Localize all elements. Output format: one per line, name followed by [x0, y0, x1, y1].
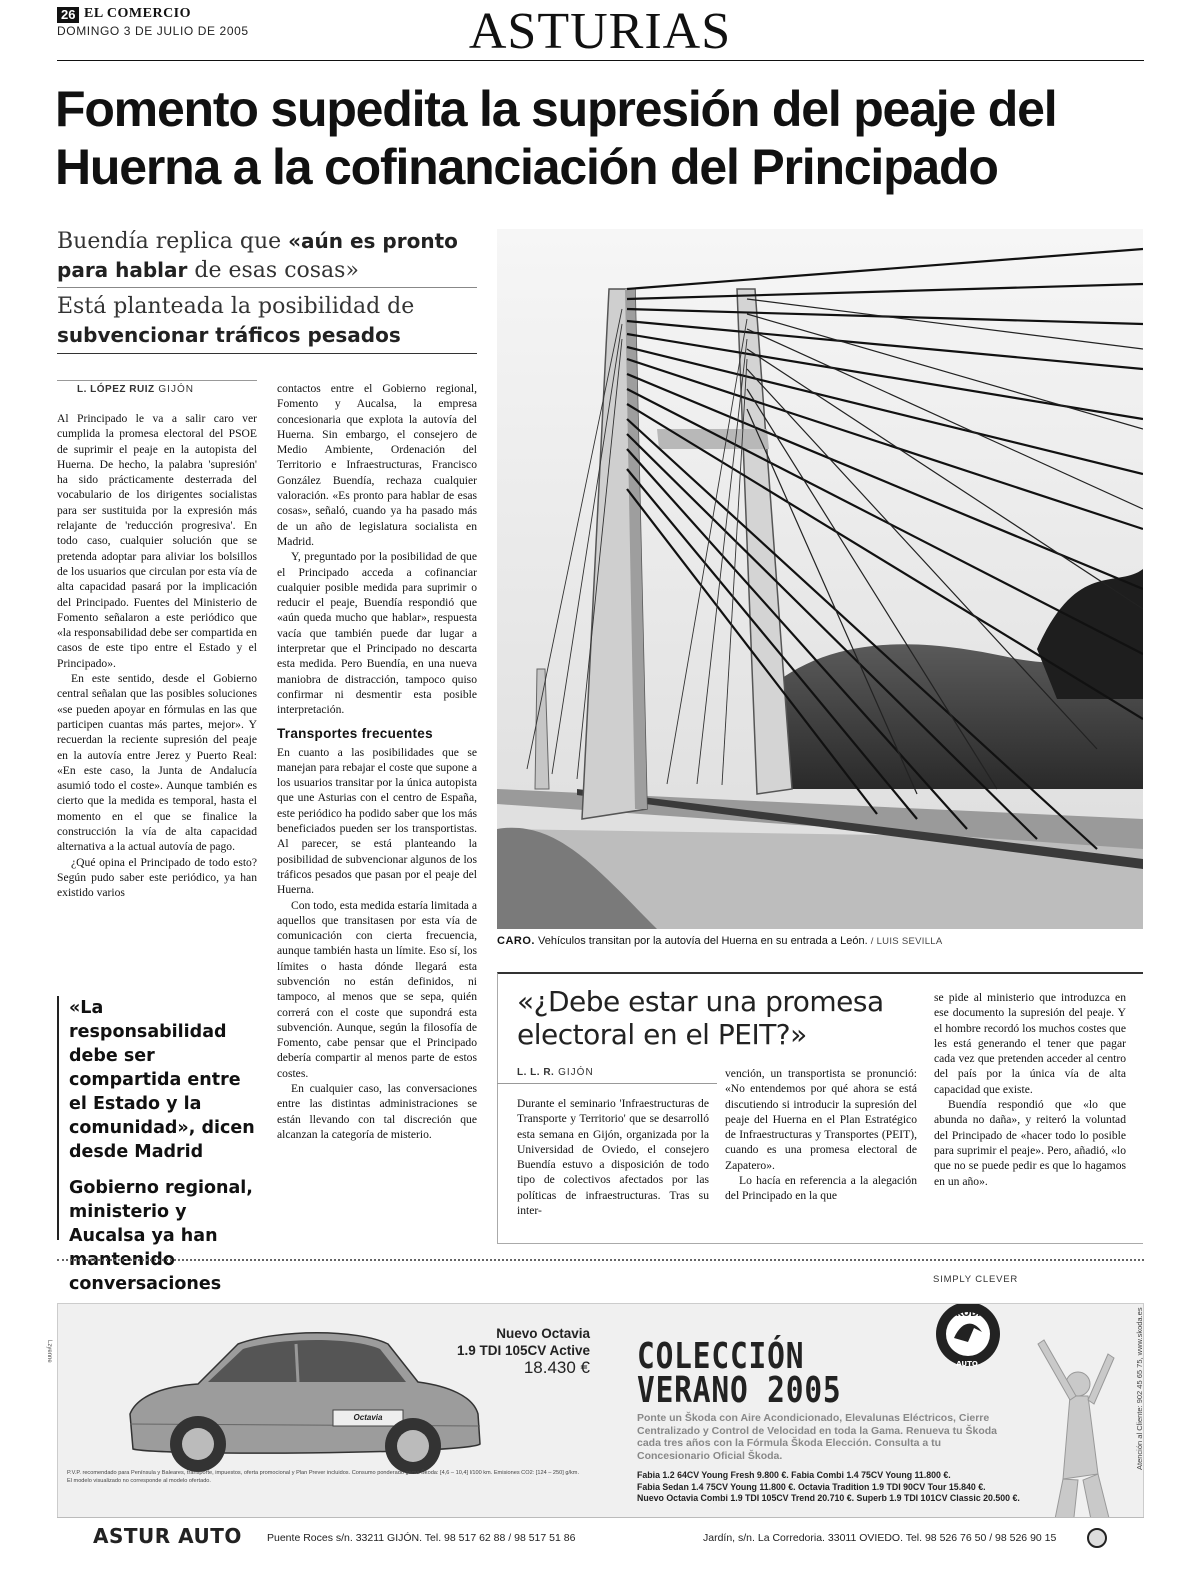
- skoda-brand-sub: AUTO: [956, 1360, 978, 1368]
- bridge-photo: [497, 229, 1143, 929]
- pull-quote-box: [57, 996, 257, 1294]
- pull-quote: «La responsabilidad debe ser compartida entre el Estado y la comunidad», dicen desde Madrid: [69, 998, 255, 1162]
- agency-credit: Lzyenne: [46, 1340, 52, 1363]
- fine-print-line: El modelo visualizado no corresponde al modelo ofertado.: [67, 1477, 211, 1484]
- paragraph: Al Principado le va a salir caro ver cumplida la promesa electoral del PSOE de suprimir el peaje en la autopista del Huerna. De hecho, la palabra 'supresión' ha sido prácticamente desterrada del vocabulario de los dirigentes socialistas para ser sustituida por la expresión más relajante de 'reducción progresiva'. En todo caso, cualquier solución que se pretenda adoptar para aliviar los bolsillos de los usuarios que circulan por esta vía de alta capacidad pasará por la implicación del Principado. Fuentes del Ministerio de Fomento señalaron a este periódico que «la responsabilidad debe ser compartida en casos de este tipo entre el Estado y el Principado».: [57, 412, 257, 670]
- price-line: Fabia 1.2 64CV Young Fresh 9.800 €. Fabia Combi 1.4 75CV Young 11.800 €.: [637, 1470, 951, 1480]
- deck-2-part-a: Está planteada la posibilidad de: [57, 294, 415, 319]
- page-number: 26: [57, 7, 79, 23]
- article-column-1: [57, 411, 257, 901]
- fine-print-line: P.V.P. recomendado para Península y Baleares, transporte, impuestos, oferta promocional y Plan Prever incluidos. Consumo ponderado gama Škoda: [4,6 – 10,4] l/100 km. Emisiones CO2: [124 – 250] g/km.: [67, 1470, 580, 1476]
- headline: Fomento supedita la supresión del peaje del Huerna a la cofinanciación del Principado: [55, 81, 1057, 195]
- caption-text: Vehículos transitan por la autovía del Huerna en su entrada a León.: [538, 935, 868, 947]
- section-title: ASTURIAS: [468, 3, 732, 60]
- car-badge: Octavia: [353, 1413, 383, 1422]
- paragraph: Durante el seminario 'Infraestructuras de Transporte y Territorio' que se desarrolló esta semana en Gijón, organizada por la Universidad de Oviedo, el consejero Buendía estuvo a disposición de todo tipo de colectivos afectados por las políticas de infraestructuras. Tras su inter-: [517, 1097, 709, 1218]
- paragraph: contactos entre el Gobierno regional, Fomento y Aucalsa, la empresa concesionaria que explota la autovía del Huerna. Sin embargo, el consejero de Medio Ambiente, Ordenación del Territorio e Infraestructuras, Francisco González Buendía, rechaza cualquier valoración. «Es pronto para hablar de esas cosas», señaló, cuando ya ha pasado más de un año de legislatura socialista en Madrid.: [277, 382, 477, 548]
- deck-1-part-b: «aún es pronto para hablar: [57, 229, 458, 282]
- deck-2-part-b: subvencionar tráficos pesados: [57, 323, 401, 347]
- price-line: Nuevo Octavia Combi 1.9 TDI 105CV Trend 20.710 €. Superb 1.9 TDI 101CV Classic 20.500 €.: [637, 1493, 1020, 1503]
- paragraph: ¿Qué opina el Principado de todo esto? Según pudo saber este periódico, ya han existido varios: [57, 855, 257, 900]
- sidebar-byline: [497, 1064, 717, 1081]
- promo-title-line-1: COLECCIÓN: [637, 1336, 805, 1377]
- promo-title: [637, 1336, 842, 1411]
- skoda-brand-name: ŠKODA: [949, 1309, 985, 1319]
- deck-bottom-rule: [57, 353, 477, 354]
- subheading: Transportes frecuentes: [277, 725, 433, 741]
- sidebar-column-1: [517, 1096, 709, 1218]
- paragraph: Buendía respondió que «lo que abunda no daña», y reiteró la voluntad del Principado de «hacer todo lo posible para suprimir el peaje». Pero, añadió, «lo que no se puede pedir es que lo hagamos en un año».: [934, 1098, 1126, 1188]
- sidebar-byline-place: GIJÓN: [558, 1067, 594, 1078]
- deck-divider: [57, 287, 477, 288]
- sidebar-column-3: [934, 990, 1126, 1189]
- byline: [57, 380, 257, 398]
- paragraph: vención, un transportista se pronunció: «No entendemos por qué ahora se está discutiendo si introducir la supresión del peaje del Huerna en el Plan Estratégico de Infraestructuras y Transportes (PEIT), cuando es una promesa electoral de Zapatero».: [725, 1067, 917, 1172]
- deck-1-part-a: Buendía replica que: [57, 229, 289, 254]
- byline-place: GIJÓN: [158, 384, 194, 395]
- paragraph: Y, preguntado por la posibilidad de que el Principado acceda a cofinanciar cualquier posible medida para suprimir o reducir el peaje, Buendía respondió que «aún queda mucho que hablar», respuesta vacía que también puede dar lugar a interpretar que el Principado no descarta esta medida. Pero Buendía, en una nueva maniobra de distracción, tampoco quiso confirmar ni desmentir esta posible interpretación.: [277, 550, 477, 717]
- dealer-name: ASTUR AUTO: [93, 1524, 242, 1548]
- sidebar-column-2: [725, 1066, 917, 1204]
- cable-stayed-bridge-illustration: [497, 229, 1143, 929]
- customer-service-note: Atención al Cliente: 902 45 65 75, www.skoda.es: [1135, 1307, 1144, 1470]
- ad-tagline: SIMPLY CLEVER: [933, 1274, 1019, 1285]
- car-offer: [405, 1325, 590, 1376]
- promo-body: Ponte un Škoda con Aire Acondicionado, Elevalunas Eléctricos, Cierre Centralizado y Control de Velocidad en toda la Gama. Renueva tu Škoda cada tres años con la Fórmula Škoda Elección. Consulta a tu Concesionario Oficial Škoda.: [637, 1412, 997, 1462]
- paragraph: En este sentido, desde el Gobierno central señalan que las posibles soluciones «se pueden apoyar en fórmulas en las que participen cuantas más partes, mejor». Y recuerdan la reciente supresión del peaje en la autovía entre Jerez y Puerto Real: «En este caso, la Junta de Andalucía asumió todo el coste». Aunque también es cierto que la medida es temporal, hasta el momento en el que se finalice la construcción la vía de alta capacidad alternativa a la actual autovía de pago.: [57, 672, 257, 854]
- price-line: Fabia Sedan 1.4 75CV Young 11.800 €. Octavia Tradition 1.9 TDI 90CV Tour 15.840 €.: [637, 1481, 986, 1492]
- skoda-brand: [933, 1309, 1001, 1319]
- sidebar-title: «¿Debe estar una promesa electoral en el PEIT?»: [517, 985, 884, 1051]
- deck-1-part-c: de esas cosas»: [187, 258, 359, 283]
- dealer-address-gijon: Puente Roces s/n. 33211 GIJÓN. Tel. 98 517 62 88 / 98 517 51 86: [267, 1532, 576, 1544]
- newspaper-name: EL COMERCIO: [84, 6, 192, 21]
- accessibility-icon: [1087, 1528, 1107, 1548]
- promo-title-line-2: VERANO 2005: [637, 1370, 842, 1411]
- deck-2: [57, 293, 477, 350]
- paragraph: En cuanto a las posibilidades que se manejan para rebajar el coste que supone a los usuarios transitar por la única autopista que une Asturias con el centro de España, este periódico ha podido saber que los más beneficiados pueden ser los transportistas. Al parecer, se está planteando la posibilidad de subvencionar algunos de los tráficos pesados que pasan por el peaje del Huerna.: [277, 745, 477, 897]
- photo-caption: [497, 935, 1143, 947]
- paragraph: En cualquier caso, las conversaciones entre las distintas administraciones se están llevando con tal discreción que alcanzan la categoría de misterio.: [277, 1082, 477, 1141]
- byline-author: L. LÓPEZ RUIZ: [77, 384, 155, 395]
- paragraph: se pide al ministerio que introduzca en ese documento la supresión del peaje. Y el hombre recordó los muchos costes que les está generando el tener que pagar cada vez que pretenden acceder al centro del país por la única vía de alta capacidad que existe.: [934, 991, 1126, 1096]
- deck-1: [57, 227, 477, 285]
- ad-separator: [57, 1259, 1144, 1261]
- promo-prices: [637, 1470, 1077, 1505]
- paragraph: Con todo, esta medida estaría limitada a aquellos que transitasen por esta vía de comunicación con cierta frecuencia, aunque también hasta un límite. Eso sí, los límites o hasta dónde llegará esta subvención no están definidos, ni tampoco, al menos que se sepa, quién correrá con el coste que supondrá esta subvención. Aunque, según la filosofía de Fomento, cabe pensar que el Principado debería compartir al menos parte de estos costes.: [277, 898, 477, 1080]
- header-rule: [57, 60, 1144, 61]
- paragraph: Lo hacía en referencia a la alegación del Principado en la que: [725, 1174, 917, 1203]
- pull-quote-2: Gobierno regional, ministerio y Aucalsa ya han mantenido conversaciones: [69, 1178, 253, 1294]
- fine-print: [67, 1470, 587, 1485]
- dealer-address-oviedo: Jardín, s/n. La Corredoria. 33011 OVIEDO. Tel. 98 526 76 50 / 98 526 90 15: [703, 1532, 1057, 1544]
- car-model: Nuevo Octavia: [496, 1326, 590, 1341]
- article-column-2: [277, 381, 477, 1142]
- sidebar-byline-rule: [497, 1083, 717, 1084]
- car-engine: 1.9 TDI 105CV Active: [456, 1343, 590, 1358]
- issue-date: DOMINGO 3 DE JULIO DE 2005: [57, 24, 249, 38]
- sidebar-byline-author: L. L. R.: [517, 1067, 555, 1078]
- caption-tag: CARO.: [497, 935, 535, 947]
- car-price: 18.430 €: [523, 1358, 590, 1377]
- photo-credit: / LUIS SEVILLA: [870, 936, 943, 947]
